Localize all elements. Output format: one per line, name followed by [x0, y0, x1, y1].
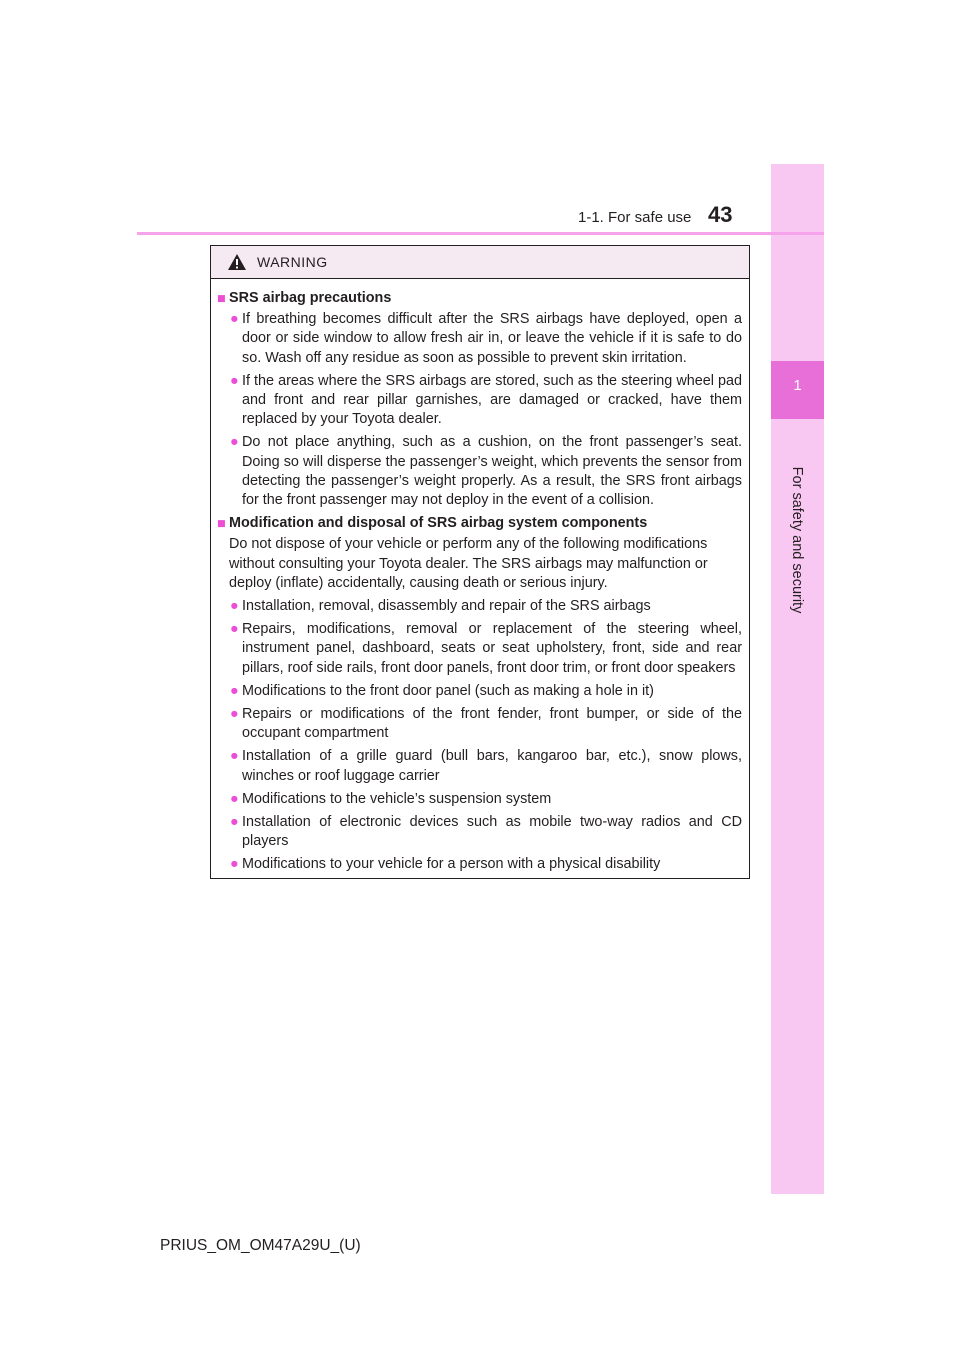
- warning-bullet-item: [217, 372, 742, 430]
- warning-label: WARNING: [257, 254, 328, 270]
- warning-bullet-text: Installation, removal, disassembly and repair of the SRS airbags: [242, 598, 651, 615]
- warning-section-heading-text: SRS airbag precautions: [229, 290, 392, 306]
- warning-bullet-item: [217, 813, 742, 851]
- warning-bullet-text: Do not place anything, such as a cushion, on the front passenger’s seat. Doing so will disperse the passenger’s weight, which prevents the sensor from detecting the passenger’s weight properly. As a result, the SRS front airbags for the front passenger may not deploy in the event of a collision.: [242, 434, 742, 509]
- warning-section-heading-text: Modification and disposal of SRS airbag system components: [229, 515, 648, 532]
- round-bullet-icon: ●: [230, 311, 239, 328]
- side-chapter-tab: [771, 164, 824, 1194]
- warning-box: [210, 245, 750, 879]
- warning-bullet-item: [217, 597, 742, 616]
- round-bullet-icon: ●: [230, 856, 239, 873]
- warning-bullet-item: [217, 747, 742, 785]
- round-bullet-icon: ●: [230, 598, 239, 615]
- round-bullet-icon: ●: [230, 372, 239, 389]
- warning-bullet-item: [217, 620, 742, 678]
- warning-bullet-text: Modifications to your vehicle for a person with a physical disability: [242, 856, 661, 873]
- round-bullet-icon: ●: [230, 682, 239, 699]
- round-bullet-icon: ●: [230, 748, 239, 765]
- warning-bullet-text: Repairs or modifications of the front fender, front bumper, or side of the occupant compartment: [242, 706, 742, 742]
- warning-header: [211, 246, 749, 279]
- warning-section-heading: [217, 514, 742, 533]
- warning-bullet-item: [217, 855, 742, 874]
- warning-bullet-text: Modifications to the front door panel (such as making a hole in it): [242, 682, 654, 699]
- round-bullet-icon: ●: [230, 706, 239, 723]
- warning-bullet-item: [217, 705, 742, 743]
- round-bullet-icon: ●: [230, 814, 239, 831]
- round-bullet-icon: ●: [230, 434, 239, 451]
- warning-bullet-text: Installation of a grille guard (bull bars, kangaroo bar, etc.), snow plows, winches or roof luggage carrier: [242, 748, 742, 784]
- warning-bullet-item: [217, 682, 742, 701]
- footer-document-code: PRIUS_OM_OM47A29U_(U): [160, 1237, 361, 1254]
- warning-bullet-text: Modifications to the vehicle’s suspension system: [242, 790, 552, 807]
- square-bullet-icon: ■: [217, 291, 226, 307]
- warning-bullet-text: If the areas where the SRS airbags are stored, such as the steering wheel pad and front and rear pillar garnishes, are damaged or cracked, have them replaced by your Toyota dealer.: [242, 372, 742, 428]
- round-bullet-icon: ●: [230, 790, 239, 807]
- square-bullet-icon: ■: [217, 516, 226, 533]
- warning-triangle-icon: [227, 253, 247, 271]
- warning-body: [211, 279, 749, 875]
- warning-section-heading: [217, 289, 742, 308]
- section-title: 1-1. For safe use: [578, 209, 692, 226]
- round-bullet-icon: ●: [230, 621, 239, 638]
- warning-bullet-item: [217, 433, 742, 510]
- chapter-number: 1: [793, 377, 802, 394]
- warning-bullet-text: Installation of electronic devices such as mobile two-way radios and CD players: [242, 814, 742, 850]
- page-number: 43: [708, 202, 733, 227]
- warning-section-intro: Do not dispose of your vehicle or perform any of the following modifications without consulting your Toyota dealer. The SRS airbags may malfunction or deploy (inflate) accidentally, causing death or serious injury.: [229, 536, 708, 591]
- chapter-title: For safety and security: [789, 466, 805, 614]
- warning-bullet-text: If breathing becomes difficult after the SRS airbags have deployed, open a door or side window to allow fresh air in, or leave the vehicle if it is safe to do so. Wash off any residue as soon as possible to prevent skin irritation.: [242, 311, 742, 366]
- warning-bullet-item: [217, 790, 742, 809]
- warning-bullet-item: [217, 310, 742, 368]
- warning-bullet-text: Repairs, modifications, removal or replacement of the steering wheel, instrument panel, dashboard, seats or seat upholstery, front, side and rear pillars, roof side rails, front door panels, front door trim, or front door speakers: [242, 621, 742, 676]
- header-rule: [137, 232, 824, 235]
